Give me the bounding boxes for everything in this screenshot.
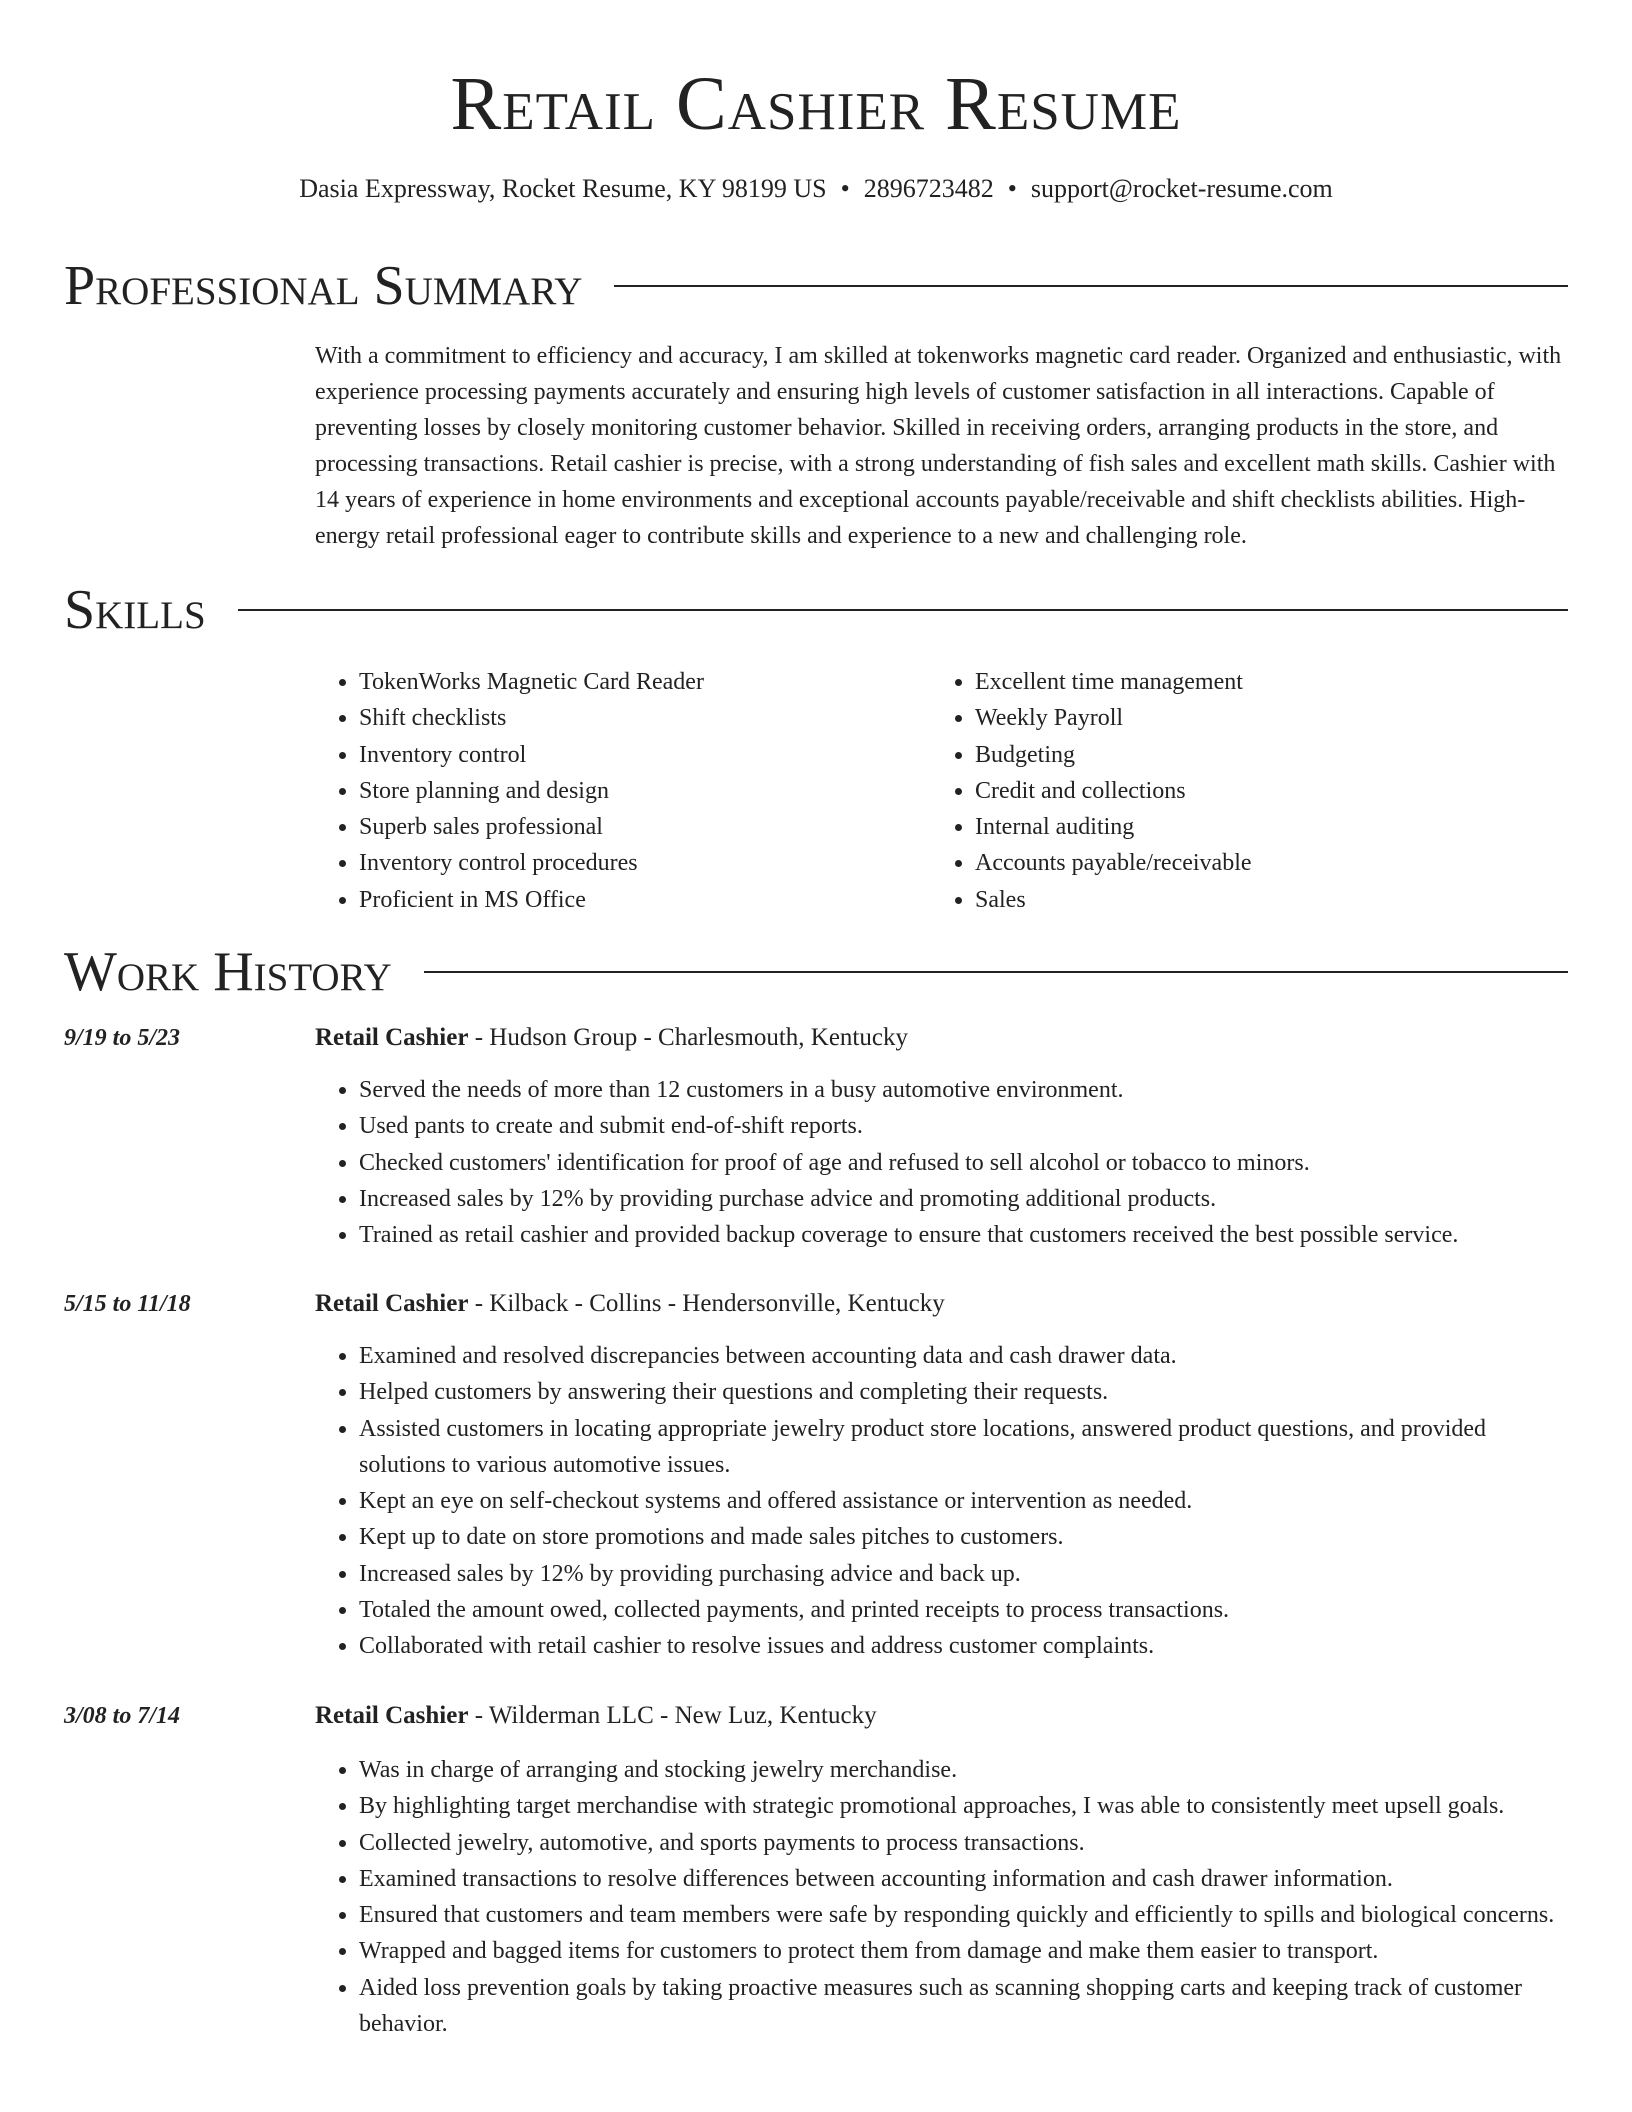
contact-separator: • [1007,174,1017,203]
skill-item: • Superb sales professional [359,809,931,845]
job-bullet: • Increased sales by 12% by providing purchasing advice and back up. [359,1556,1570,1592]
job-bullet: • Collected jewelry, automotive, and sports payments to process transactions. [359,1825,1570,1861]
contact-address: Dasia Expressway, Rocket Resume, KY 98199 US [299,174,827,203]
contact-separator: • [840,174,850,203]
job-bullet: • Used pants to create and submit end-of-shift reports. [359,1108,1570,1144]
skill-item: • Proficient in MS Office [359,882,931,918]
resume-title: Retail Cashier Resume [450,62,1182,146]
contact-phone: 2896723482 [863,174,994,203]
job-heading [315,1286,945,1322]
contact-email: support@rocket-resume.com [1030,174,1333,203]
skills-list [315,664,1570,918]
job-employer: - Hudson Group - Charlesmouth, Kentucky [468,1024,908,1051]
job-bullet: • Helped customers by answering their questions and completing their requests. [359,1374,1570,1410]
job-bullet: • Totaled the amount owed, collected payments, and printed receipts to process transactions. [359,1592,1570,1628]
job-bullet: • Was in charge of arranging and stocking jewelry merchandise. [359,1752,1570,1788]
skill-item: • Inventory control [359,737,931,773]
job-bullet: • By highlighting target merchandise with strategic promotional approaches, I was able to consistently meet upsell goals. [359,1788,1570,1824]
job-dates: 3/08 to 7/14 [64,1703,181,1729]
job-bullet: • Served the needs of more than 12 customers in a busy automotive environment. [359,1072,1570,1108]
section-title-skills: Skills [64,579,206,641]
job-bullets [315,1752,1570,2042]
job-bullet: • Kept an eye on self-checkout systems and offered assistance or intervention as needed. [359,1483,1570,1519]
job-heading [315,1020,908,1056]
section-header-work-history [64,940,1568,1004]
skill-item: • Credit and collections [975,773,1547,809]
skill-item: • Excellent time management [975,664,1547,700]
job-bullets [315,1072,1570,1253]
job-heading [315,1698,877,1734]
job-bullet: • Trained as retail cashier and provided backup coverage to ensure that customers received the best possible service. [359,1217,1570,1253]
job-bullet: • Ensured that customers and team members were safe by responding quickly and efficiently to spills and biological concerns. [359,1897,1570,1933]
skill-item: • Accounts payable/receivable [975,845,1547,881]
job-role: Retail Cashier [315,1702,469,1729]
job-employer: - Wilderman LLC - New Luz, Kentucky [468,1702,877,1729]
job-role: Retail Cashier [315,1290,469,1317]
skills-column-right [931,664,1547,918]
job-role: Retail Cashier [315,1024,469,1051]
skill-item: • TokenWorks Magnetic Card Reader [359,664,931,700]
section-title-summary: Professional Summary [64,255,583,317]
skill-item: • Sales [975,882,1547,918]
job-bullet: • Examined transactions to resolve differences between accounting information and cash drawer information. [359,1861,1570,1897]
job-employer: - Kilback - Collins - Hendersonville, Kentucky [468,1290,945,1317]
job-bullet: • Wrapped and bagged items for customers to protect them from damage and make them easier to transport. [359,1933,1570,1969]
section-divider [424,971,1568,973]
job-bullet: • Increased sales by 12% by providing purchase advice and promoting additional products. [359,1181,1570,1217]
section-divider [614,285,1568,287]
job-bullet: • Collaborated with retail cashier to resolve issues and address customer complaints. [359,1628,1570,1664]
job-bullet: • Checked customers' identification for proof of age and refused to sell alcohol or tobacco to minors. [359,1145,1570,1181]
job-bullets [315,1338,1570,1665]
skill-item: • Inventory control procedures [359,845,931,881]
skill-item: • Shift checklists [359,700,931,736]
section-divider [238,609,1568,611]
skill-item: • Store planning and design [359,773,931,809]
section-header-summary [64,254,1568,318]
job-bullet: • Aided loss prevention goals by taking proactive measures such as scanning shopping carts and keeping track of customer behavior. [359,1970,1570,2043]
summary-text: With a commitment to efficiency and accuracy, I am skilled at tokenworks magnetic card reader. Organized and enthusiastic, with experience processing payments accurately and ensuring high levels of customer satisfaction in all interactions. Capable of preventing losses by closely monitoring customer behavior. Skilled in receiving orders, arranging products in the store, and processing transactions. Retail cashier is precise, with a strong understanding of fish sales and excellent math skills. Cashier with 14 years of experience in home environments and exceptional accounts payable/receivable and shift checklists abilities. High-energy retail professional eager to contribute skills and experience to a new and challenging role. [315,343,1562,549]
section-title-work-history: Work History [64,941,392,1003]
contact-line [0,172,1632,206]
job-dates: 5/15 to 11/18 [64,1291,191,1317]
job-dates: 9/19 to 5/23 [64,1025,181,1051]
job-bullet: • Kept up to date on store promotions and made sales pitches to customers. [359,1519,1570,1555]
skills-column-left [315,664,931,918]
skill-item: • Budgeting [975,737,1547,773]
skill-item: • Internal auditing [975,809,1547,845]
job-bullet: • Examined and resolved discrepancies between accounting data and cash drawer data. [359,1338,1570,1374]
section-header-skills [64,578,1568,642]
job-bullet: • Assisted customers in locating appropriate jewelry product store locations, answered product questions, and provided solutions to various automotive issues. [359,1411,1570,1484]
skill-item: • Weekly Payroll [975,700,1547,736]
